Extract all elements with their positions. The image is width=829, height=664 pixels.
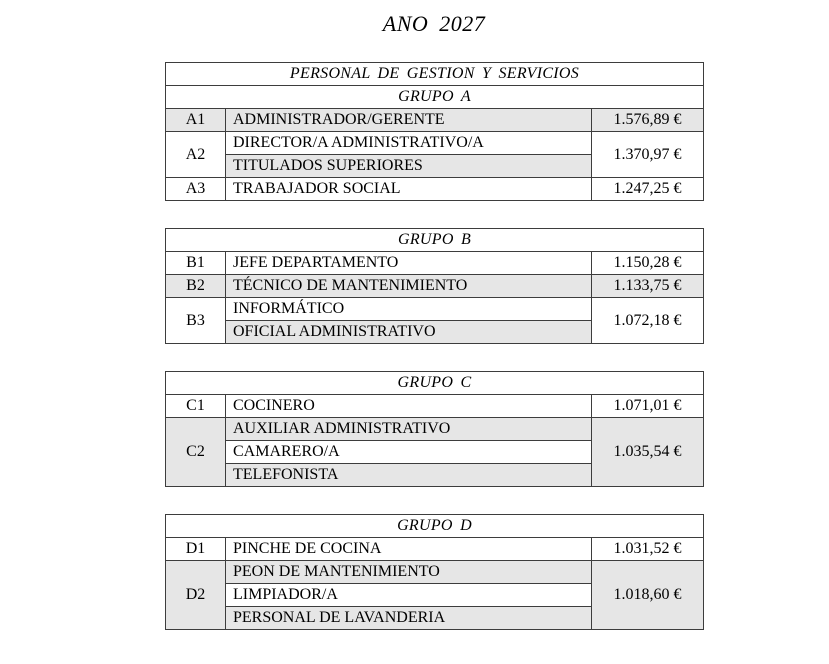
table-row xyxy=(166,252,704,275)
group-c-header: GRUPO C xyxy=(166,372,704,395)
table-row xyxy=(166,63,704,86)
job-title-cell: ADMINISTRADOR/GERENTE xyxy=(226,109,592,132)
document-page xyxy=(165,0,703,630)
job-title-cell: COCINERO xyxy=(226,395,592,418)
salary-cell: 1.150,28 € xyxy=(592,252,704,275)
table-row xyxy=(166,109,704,132)
job-title-cell: TÉCNICO DE MANTENIMIENTO xyxy=(226,275,592,298)
job-title-cell: TITULADOS SUPERIORES xyxy=(226,155,592,178)
code-cell-b2: B2 xyxy=(166,275,226,298)
salary-cell: 1.031,52 € xyxy=(592,538,704,561)
table-row xyxy=(166,229,704,252)
job-title-cell: PEON DE MANTENIMIENTO xyxy=(226,561,592,584)
table-row xyxy=(166,561,704,584)
code-cell-a1: A1 xyxy=(166,109,226,132)
table-grupo-c xyxy=(165,371,704,487)
job-title-cell: PINCHE DE COCINA xyxy=(226,538,592,561)
salary-cell: 1.576,89 € xyxy=(592,109,704,132)
code-cell-c2: C2 xyxy=(166,418,226,487)
table-grupo-d xyxy=(165,514,704,630)
job-title-cell: INFORMÁTICO xyxy=(226,298,592,321)
salary-cell: 1.071,01 € xyxy=(592,395,704,418)
code-cell-d2: D2 xyxy=(166,561,226,630)
table-row xyxy=(166,132,704,155)
job-title-cell: AUXILIAR ADMINISTRATIVO xyxy=(226,418,592,441)
table-row xyxy=(166,275,704,298)
page-title: ANO 2027 xyxy=(382,11,486,36)
job-title-cell: LIMPIADOR/A xyxy=(226,584,592,607)
job-title-cell: DIRECTOR/A ADMINISTRATIVO/A xyxy=(226,132,592,155)
job-title-cell: OFICIAL ADMINISTRATIVO xyxy=(226,321,592,344)
salary-cell: 1.018,60 € xyxy=(592,561,704,630)
table-row xyxy=(166,86,704,109)
job-title-cell: PERSONAL DE LAVANDERIA xyxy=(226,607,592,630)
code-cell-c1: C1 xyxy=(166,395,226,418)
code-cell-d1: D1 xyxy=(166,538,226,561)
table-row xyxy=(166,515,704,538)
table-grupo-a xyxy=(165,62,704,201)
salary-cell: 1.072,18 € xyxy=(592,298,704,344)
group-d-header: GRUPO D xyxy=(166,515,704,538)
table-row xyxy=(166,395,704,418)
group-b-header: GRUPO B xyxy=(166,229,704,252)
job-title-cell: TRABAJADOR SOCIAL xyxy=(226,178,592,201)
job-title-cell: CAMARERO/A xyxy=(226,441,592,464)
table-grupo-b xyxy=(165,228,704,344)
table-row xyxy=(166,298,704,321)
salary-cell: 1.035,54 € xyxy=(592,418,704,487)
code-cell-b3: B3 xyxy=(166,298,226,344)
table-row xyxy=(166,538,704,561)
table-row xyxy=(166,418,704,441)
code-cell-a3: A3 xyxy=(166,178,226,201)
code-cell-a2: A2 xyxy=(166,132,226,178)
salary-cell: 1.370,97 € xyxy=(592,132,704,178)
code-cell-b1: B1 xyxy=(166,252,226,275)
job-title-cell: JEFE DEPARTAMENTO xyxy=(226,252,592,275)
table-row xyxy=(166,372,704,395)
salary-cell: 1.133,75 € xyxy=(592,275,704,298)
main-header: PERSONAL DE GESTION Y SERVICIOS xyxy=(166,63,704,86)
salary-cell: 1.247,25 € xyxy=(592,178,704,201)
table-row xyxy=(166,178,704,201)
group-a-header: GRUPO A xyxy=(166,86,704,109)
job-title-cell: TELEFONISTA xyxy=(226,464,592,487)
